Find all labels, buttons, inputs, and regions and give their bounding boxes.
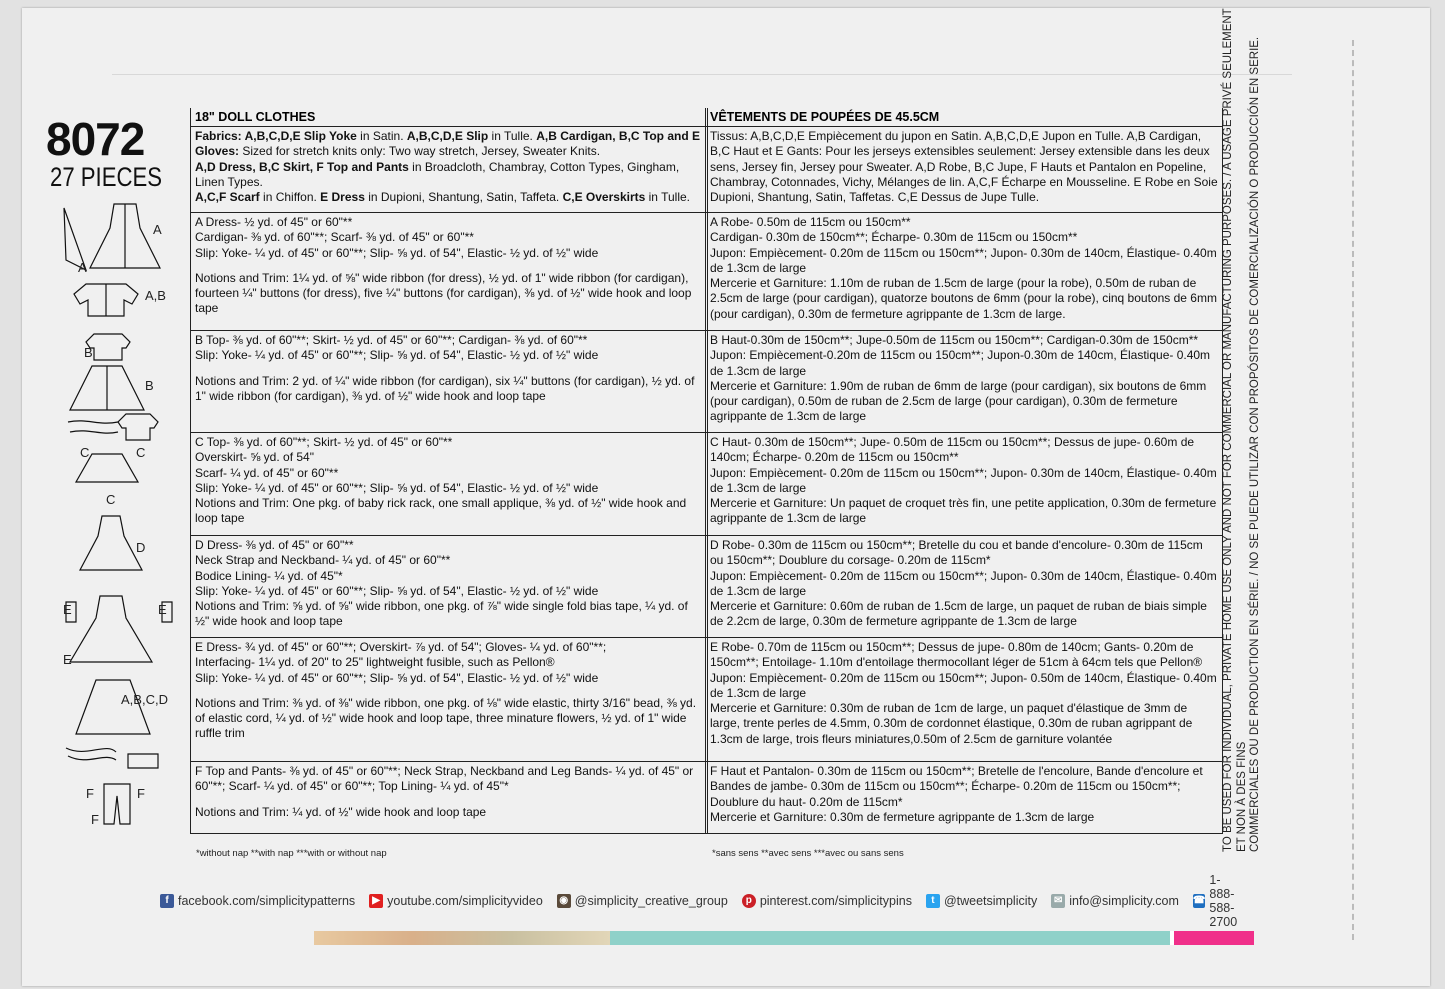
email-text: info@simplicity.com: [1069, 894, 1179, 908]
view-c-line: Scarf- ¼ yd. of 45" or 60"**: [195, 465, 339, 480]
vue-a-line: Cardigan- 0.30m de 150cm**; Écharpe- 0.30m de 115cm ou 150cm**: [710, 230, 1078, 245]
vue-d-mercerie: Mercerie et Garniture: 0.60m de ruban de 1.5cm de large, un paquet de ruban de biais simple de 2.2cm de large, 0.30m de fermeture agrippante de 1.3cm de large: [710, 599, 1207, 629]
illus-label-e2: E: [158, 602, 167, 617]
view-c-notions: Notions and Trim: One pkg. of baby rick rack, one small applique, ⅜ yd. of ½" wide hook and loop tape: [195, 496, 687, 526]
illus-label-e3: E: [63, 652, 72, 667]
view-b-line: B Top- ⅜ yd. of 60"**; Skirt- ½ yd. of 45" or 60"**; Cardigan- ⅜ yd. of 60"**: [195, 333, 588, 347]
phone-icon: ☎: [1192, 895, 1206, 906]
view-e-line: Slip: Yoke- ¼ yd. of 45" or 60"**; Slip- ⅝ yd. of 54", Elastic- ½ yd. of ½" wide: [195, 670, 599, 685]
illus-label-c1: C: [80, 445, 90, 460]
phone-text: 1-888-588-2700: [1209, 873, 1238, 929]
french-title: VÊTEMENTS DE POUPÉES DE 45.5CM: [706, 108, 1222, 127]
english-title: 18" DOLL CLOTHES: [191, 108, 707, 127]
illus-label-f2: F: [137, 786, 145, 801]
skirt-b-drawing: [70, 366, 144, 410]
vue-e-line: Jupon: Empiècement- 0.20m de 115cm ou 150cm**; Jupon- 0.50m de 140cm, Élastique- 0.40m de 1.3cm de large: [710, 670, 1217, 700]
pants-f-drawing: [104, 784, 130, 824]
social-links-bar: [160, 873, 1238, 929]
vue-c-line: Jupon: Empiècement- 0.20m de 115cm ou 150cm**; Jupon- 0.30m de 140cm, Élastique- 0.40m de 1.3cm de large: [710, 465, 1217, 495]
twitter-text: @tweetsimplicity: [943, 894, 1038, 908]
vue-b-mercerie: Mercerie et Garniture: 1.90m de ruban de 6mm de large (pour cardigan), six boutons de 6mm (pour cardigan), 0.50m de ruban de 2.5cm de large (pour cardigan), 0.30m de fermeture agrippante de 1.3cm de large: [710, 378, 1207, 424]
youtube-icon: ▶: [369, 894, 383, 908]
illus-label-abcd: A,B,C,D: [121, 692, 168, 707]
view-a-line: A Dress- ½ yd. of 45" or 60"**: [195, 215, 353, 229]
vue-e-mercerie: Mercerie et Garniture: 0.30m de ruban de 1cm de large, un paquet d'élastique de 3mm de large, trente perles de 4.5mm, 0.30m de cordonnet élastique, 0.30m de ruban agrippant de 1.3cm de large, trois fleurs miniatures,0.50m of 2.5cm de garniture volantée: [710, 701, 1193, 746]
view-a-line: Cardigan- ⅜ yd. of 60"**; Scarf- ⅜ yd. of 45" or 60"**: [195, 230, 474, 245]
garment-illustrations: [56, 200, 186, 840]
french-view-a-row: [706, 213, 1222, 331]
fabric-text: in Broadcloth, Chambray, Cotton Types, Gingham, Linen Types.: [195, 159, 680, 189]
illus-label-c2: C: [136, 445, 146, 460]
overskirt-drawing: [76, 680, 150, 734]
view-a-notions: Notions and Trim: 1¼ yd. of ⅝" wide ribbon (for dress), ½ yd. of 1" wide ribbon (for cardigan), fourteen ¼" buttons (for dress), five ¼" buttons (for cardigan), ⅜ yd. of ½" wide hook and loop tape: [195, 270, 692, 316]
vue-a-line: A Robe- 0.50m de 115cm ou 150cm**: [710, 215, 911, 229]
fabric-text: in Chiffon.: [259, 190, 321, 205]
french-view-c-row: [706, 433, 1222, 536]
vue-e-line: E Robe- 0.70m de 115cm ou 150cm**; Dessus de jupe- 0.80m de 140cm; Gants- 0.20m de 150cm**; Entoilage- 1.10m d'entoilage thermocollant léger de 51cm à 64cm tels que Pellon®: [710, 640, 1203, 670]
vue-a-line: Jupon: Empiècement- 0.20m de 115cm ou 150cm**; Jupon- 0.30m de 140cm, Élastique- 0.40m de 1.3cm de large: [710, 245, 1217, 275]
view-d-line: D Dress- ⅜ yd. of 45" or 60"**: [195, 538, 354, 552]
view-c-line: Slip: Yoke- ¼ yd. of 45" or 60"**; Slip- ⅝ yd. of 54", Elastic- ½ yd. of ½" wide: [195, 480, 599, 495]
top-f-drawing: [128, 754, 158, 768]
facebook-text: facebook.com/simplicitypatterns: [178, 894, 356, 908]
fabric-label: Fabrics: A,B,C,D,E Slip Yoke: [195, 129, 357, 143]
fabric-text: in Tulle.: [645, 190, 690, 205]
english-view-c-row: [191, 433, 707, 536]
facebook-icon: f: [160, 894, 174, 908]
view-d-notions: Notions and Trim: ⅝ yd. of ⅝" wide ribbon, one pkg. of ⅞" wide single fold bias tape, ¼ yd. of ½" wide hook and loop tape: [195, 599, 688, 629]
pinterest-icon: p: [742, 894, 756, 908]
instagram-link[interactable]: [557, 894, 728, 908]
twitter-icon: t: [926, 894, 940, 908]
youtube-text: youtube.com/simplicityvideo: [387, 894, 543, 908]
envelope-flap-line: [112, 74, 1292, 76]
usage-disclaimer: [1222, 2, 1263, 852]
illus-label-d: D: [136, 540, 146, 555]
illus-label-f1: F: [86, 786, 94, 801]
fabric-label: A,C,F Scarf: [195, 190, 260, 205]
dress-e-drawing: [70, 596, 152, 662]
view-d-line: Slip: Yoke- ¼ yd. of 45" or 60"**; Slip- ⅝ yd. of 54", Elastic- ½ yd. of ½" wide: [195, 583, 599, 598]
tissus-text: Tissus: A,B,C,D,E Empiècement du jupon en Satin. A,B,C,D,E Jupon en Tulle. A,B Cardigan, B,C Haut et E Gants: Pour les jerseys extensibles seulement: Jersey extensible dans les deux sens, Jersey fin, Jersey pour Sweater. A,D Robe, B,C Jupe, F Hauts et Pantalon en Popeline, Chambray, Cotonnades, Vichy, Mélanges de lin. A,C,F Écharpe en Mousseline. E Robe en Soie Dupioni, Shantung, Satin, Taffetas. C,E Dessus de Jupe Tulle.: [710, 129, 1218, 205]
french-view-d-row: [706, 536, 1222, 638]
dress-d-drawing: [80, 516, 142, 570]
vue-c-mercerie: Mercerie et Garniture: Un paquet de croquet très fin, une petite application, 0.30m de fermeture agrippante de 1.3cm de large: [710, 496, 1217, 526]
illus-label-c3: C: [106, 492, 116, 507]
fabric-label: A,B,C,D,E Slip: [406, 129, 489, 143]
top-c-drawing: [118, 414, 158, 440]
fabric-text: in Tulle.: [488, 129, 537, 143]
perforation: [1352, 40, 1356, 940]
english-fabrics-row: [191, 127, 707, 213]
vue-b-line: Jupon: Empiècement-0.20m de 115cm ou 150cm**; Jupon-0.30m de 140cm, Élastique- 0.40m de 1.3cm de large: [710, 348, 1211, 378]
illus-label-e1: E: [63, 602, 72, 617]
illus-label-ab: A,B: [145, 288, 166, 303]
pinterest-text: pinterest.com/simplicitypins: [759, 894, 912, 908]
fabric-text: Sized for stretch knits only: Two way stretch, Jersey, Sweater Knits.: [239, 144, 601, 159]
fabric-label: C,E Overskirts: [562, 190, 646, 205]
vue-c-line: C Haut- 0.30m de 150cm**; Jupe- 0.50m de 115cm ou 150cm**; Dessus de jupe- 0.60m de 140cm; Écharpe- 0.20m de 115cm ou 150cm**: [710, 435, 1195, 465]
view-b-line: Slip: Yoke- ¼ yd. of 45" or 60"**; Slip- ⅝ yd. of 54", Elastic- ½ yd. of ½" wide: [195, 348, 599, 363]
illus-label-a-scarf: A: [78, 260, 87, 275]
english-view-d-row: [191, 536, 707, 638]
vue-f-mercerie: Mercerie et Garniture: 0.30m de fermeture agrippante de 1.3cm de large: [710, 809, 1095, 824]
illus-label-b2: B: [145, 378, 154, 393]
illus-label-a: A: [153, 222, 162, 237]
english-view-b-row: [191, 331, 707, 433]
pattern-number: 8072: [46, 113, 145, 165]
view-c-line: C Top- ⅜ yd. of 60"**; Skirt- ½ yd. of 45" or 60"**: [195, 435, 453, 449]
youtube-link[interactable]: [369, 894, 543, 908]
fabric-text: in Dupioni, Shantung, Satin, Taffeta.: [364, 190, 563, 205]
disclaimer-line-2: COMMERCIALES OU DE PRODUCTION EN SÉRIE. / NO SE PUEDE UTILIZAR CON PROPÓSITOS DE COMERCIALIZACIÓN O PRODUCCIÓN EN SERIE.: [1249, 36, 1261, 852]
instagram-icon: ◉: [557, 894, 571, 908]
vue-d-line: Jupon: Empiècement- 0.20m de 115cm ou 150cm**; Jupon- 0.30m de 140cm, Élastique- 0.40m de 1.3cm de large: [710, 568, 1217, 598]
vue-b-line: B Haut-0.30m de 150cm**; Jupe-0.50m de 115cm ou 150cm**; Cardigan-0.30m de 150cm**: [710, 333, 1199, 347]
view-d-line: Bodice Lining- ¼ yd. of 45"*: [195, 568, 343, 583]
view-e-notions: Notions and Trim: ⅜ yd. of ⅜" wide ribbon, one pkg. of ⅛" wide elastic, thirty 3/16" bead, ⅜ yd. of elastic cord, ¼ yd. of ½" wide hook and loop tape, three minature flowers, ½ yd. of 1" wide ruffle trim: [195, 695, 697, 741]
scarf-c-drawing: [68, 421, 118, 433]
view-e-line: E Dress- ¾ yd. of 45" or 60"**; Overskirt- ⅞ yd. of 54"; Gloves- ¼ yd. of 60"**;: [195, 640, 607, 654]
english-view-a-row: [191, 213, 707, 331]
illus-label-f3: F: [91, 812, 99, 827]
pinterest-link[interactable]: [742, 894, 912, 908]
french-view-b-row: [706, 331, 1222, 433]
illus-label-b1: B: [84, 345, 93, 360]
fabric-label: A,B Cardigan, B,C Top and E Gloves:: [195, 129, 701, 159]
view-f-line: F Top and Pants- ⅜ yd. of 45" or 60"**; Neck Strap, Neckband and Leg Bands- ¼ yd. of 45" or 60"**; Scarf- ¼ yd. of 45" or 60"**; Top Lining- ¼ yd. of 45"*: [195, 764, 694, 794]
english-view-e-row: [191, 638, 707, 762]
french-tissus-row: [706, 127, 1222, 213]
scarf-f-drawing: [66, 748, 116, 760]
gloves-e-drawing: [66, 602, 172, 622]
piece-count: 27 PIECES: [50, 162, 162, 192]
fabric-label: A,D Dress, B,C Skirt, F Top and Pants: [195, 159, 409, 174]
disclaimer-line-1: TO BE USED FOR INDIVIDUAL, PRIVATE HOME USE ONLY AND NOT FOR COMMERCIAL OR MANUFACTURING PURPOSES. / A USAGE PRIVÉ SEULEMENT ET NON À DES FINS: [1222, 8, 1248, 852]
instagram-text: @simplicity_creative_group: [574, 894, 728, 908]
facebook-link[interactable]: [160, 894, 355, 908]
view-e-line: Interfacing- 1¼ yd. of 20" to 25" lightweight fusible, such as Pellon®: [195, 655, 555, 670]
bottom-strip-warm: [314, 931, 610, 945]
fabric-text: in Satin.: [356, 129, 407, 143]
english-yardage-table: [190, 108, 708, 834]
view-a-line: Slip: Yoke- ¼ yd. of 45" or 60"**; Slip- ⅝ yd. of 54", Elastic- ½ yd. of ½" wide: [195, 245, 599, 260]
dress-a-drawing: [90, 204, 160, 268]
view-c-line: Overskirt- ⅝ yd. of 54": [195, 450, 314, 465]
english-nap-legend: *without nap **with nap ***with or without nap: [196, 848, 387, 859]
english-view-f-row: [191, 762, 707, 834]
fabric-label: E Dress: [320, 190, 365, 205]
phone-link[interactable]: [1193, 873, 1239, 929]
french-nap-legend: *sans sens **avec sens ***avec ou sans sens: [712, 848, 904, 859]
view-b-notions: Notions and Trim: 2 yd. of ¼" wide ribbon (for cardigan), six ¼" buttons (for cardigan), ½ yd. of 1" wide ribbon (for cardigan), ⅜ yd. of ½" wide hook and loop tape: [195, 373, 695, 403]
cardigan-drawing: [74, 284, 138, 316]
bottom-strip-pink: [1174, 931, 1254, 945]
view-f-notions: Notions and Trim: ¼ yd. of ½" wide hook and loop tape: [195, 804, 487, 819]
french-view-f-row: [706, 762, 1222, 834]
vue-a-mercerie: Mercerie et Garniture: 1.10m de ruban de 1.5cm de large (pour la robe), 0.50m de ruban de 2.5cm de large (pour cardigan), quatorze boutons de 6mm (pour la robe), cinq boutons de 6mm (pour cardigan), 0.30m de fermeture agrippante de 1.3cm de large.: [710, 276, 1217, 321]
twitter-link[interactable]: [926, 894, 1037, 908]
vue-d-line: D Robe- 0.30m de 115cm ou 150cm**; Bretelle du cou et bande d'encolure- 0.30m de 115cm ou 150cm**; Doublure du corsage- 0.20m de 115cm*: [710, 538, 1203, 568]
french-view-e-row: [706, 638, 1222, 762]
envelope-icon: ✉: [1051, 894, 1065, 908]
vue-f-line: F Haut et Pantalon- 0.30m de 115cm ou 150cm**; Bretelle de l'encolure, Bande d'encolure et Bandes de jambe- 0.30m de 115cm ou 150cm**; Écharpe- 0.20m de 115cm ou 150cm**; Doublure du haut- 0.20m de 115cm*: [710, 764, 1203, 809]
bottom-strip-teal: [610, 931, 1170, 945]
french-yardage-table: [705, 108, 1223, 834]
view-d-line: Neck Strap and Neckband- ¼ yd. of 45" or 60"**: [195, 553, 451, 568]
email-link[interactable]: [1051, 894, 1179, 908]
